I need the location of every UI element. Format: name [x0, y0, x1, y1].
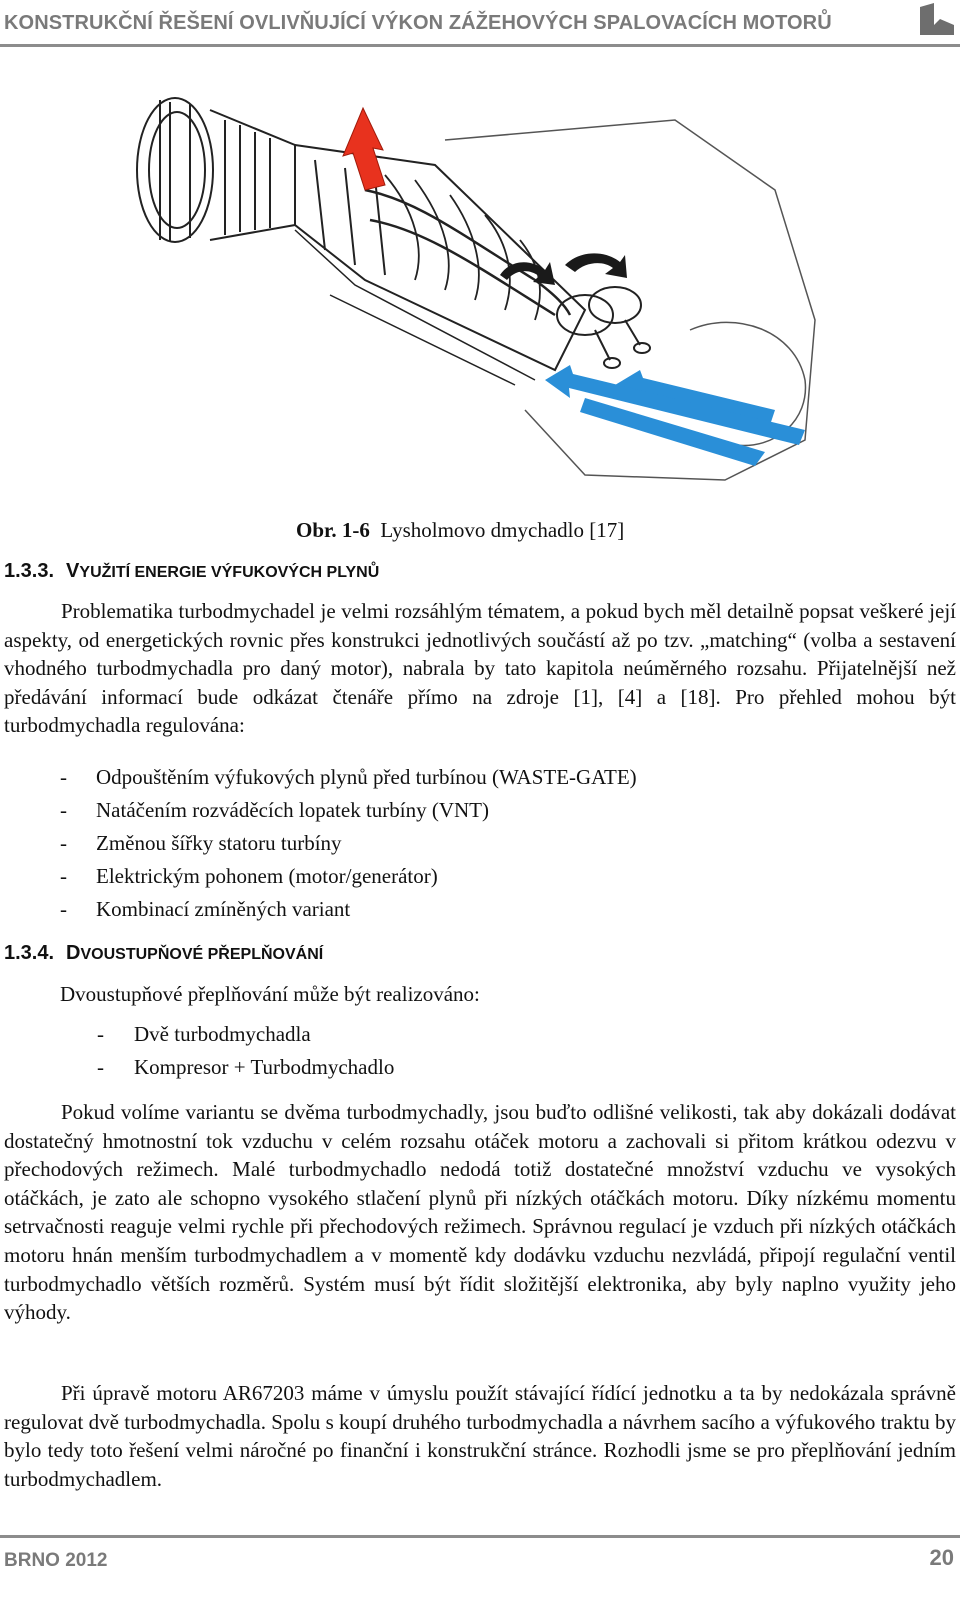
figure-caption-text: Lysholmovo dmychadlo [17] — [380, 518, 625, 542]
page-number: 20 — [929, 1545, 954, 1570]
section-title-initial: V — [66, 560, 80, 582]
footer-divider — [0, 1535, 960, 1538]
figure-label: Obr. 1-6 — [296, 518, 370, 542]
section-number: 1.3.4. — [4, 942, 55, 964]
section-number: 1.3.3. — [4, 560, 55, 582]
figure-caption — [296, 518, 624, 543]
paragraph-ar67203: Při úpravě motoru AR67203 máme v úmyslu použít stávající řídící jednotku a ta by nedokázala správně regulovat dvě turbodmychadla. Spolu s koupí druhého turbodmychadla a návrhem sacího a výfukového traktu by bylo tedy toto řešení velmi náročné po finanční i konstrukční stránce. Rozhodli jsme se pro přeplňování jedním turbodmychadlem. — [4, 1381, 956, 1491]
rotation-arrow-icon — [500, 253, 627, 285]
section-title-rest: YUŽITÍ ENERGIE VÝFUKOVÝCH PLYNŮ — [79, 564, 380, 581]
supercharger-figure — [115, 80, 835, 510]
logo-mark-icon — [920, 3, 954, 35]
paragraph-two-turbos: Pokud volíme variantu se dvěma turbodmychadly, jsou buďto odlišné velikosti, tak aby dokázali dodávat dostatečný hmotnostní tok vzduchu v celém rozsahu otáček motoru a zachovali si přitom krátkou odezvu v přechodových režimech. Malé turbodmychadlo nedodá totiž dostatečné množství vzduchu ve vysokých otáčkách, je zato ale schopno vysokého stlačení plynů při nízkých otáčkách motoru. Díky nízkému momentu setrvačnosti reaguje velmi rychle při přechodových režimech. Správnou regulací je vzduch při nízkých otáčkách motoru hnán menším turbodmychadlem a v momentě kdy dodávku vzduchu nezvládá, připojí regulační ventil turbodmychadlo větších rozměrů. Systém musí být řídit složitější elektronika, aby byly naplno využity jeho výhody. — [4, 1100, 956, 1325]
inlet-arrow-icon — [545, 365, 805, 466]
section-heading-1-3-4 — [4, 942, 323, 965]
section-title-initial: D — [66, 942, 81, 964]
header-divider — [0, 44, 960, 47]
outlet-arrow-icon — [343, 108, 385, 190]
section-heading-1-3-3 — [4, 560, 379, 583]
section-title-rest: VOUSTUPŇOVÉ PŘEPLŇOVÁNÍ — [80, 946, 324, 963]
paragraph-turbo-intro: Problematika turbodmychadel je velmi rozsáhlým tématem, a pokud bych měl detailně popsat veškeré její aspekty, od energetických rovnic přes konstrukci jednotlivých součástí až po tzv. „matching“ (volba a sestavení vhodného turbodmychadla pro daný motor), nabrala by tato kapitola neúměrného rozsahu. Přijatelnější než předávání informací bude odkázat čtenáře přímo na zdroje [1], [4] a [18]. Pro přehled mohou být turbodmychadla regulována: — [4, 599, 956, 738]
footer-location: BRNO 2012 — [4, 1550, 108, 1571]
header-title: KONSTRUKČNÍ ŘEŠENÍ OVLIVŇUJÍCÍ VÝKON ZÁŽEHOVÝCH SPALOVACÍCH MOTORŮ — [4, 12, 832, 34]
paragraph-two-stage-intro: Dvoustupňové přeplňování může být realizováno: — [60, 982, 480, 1006]
